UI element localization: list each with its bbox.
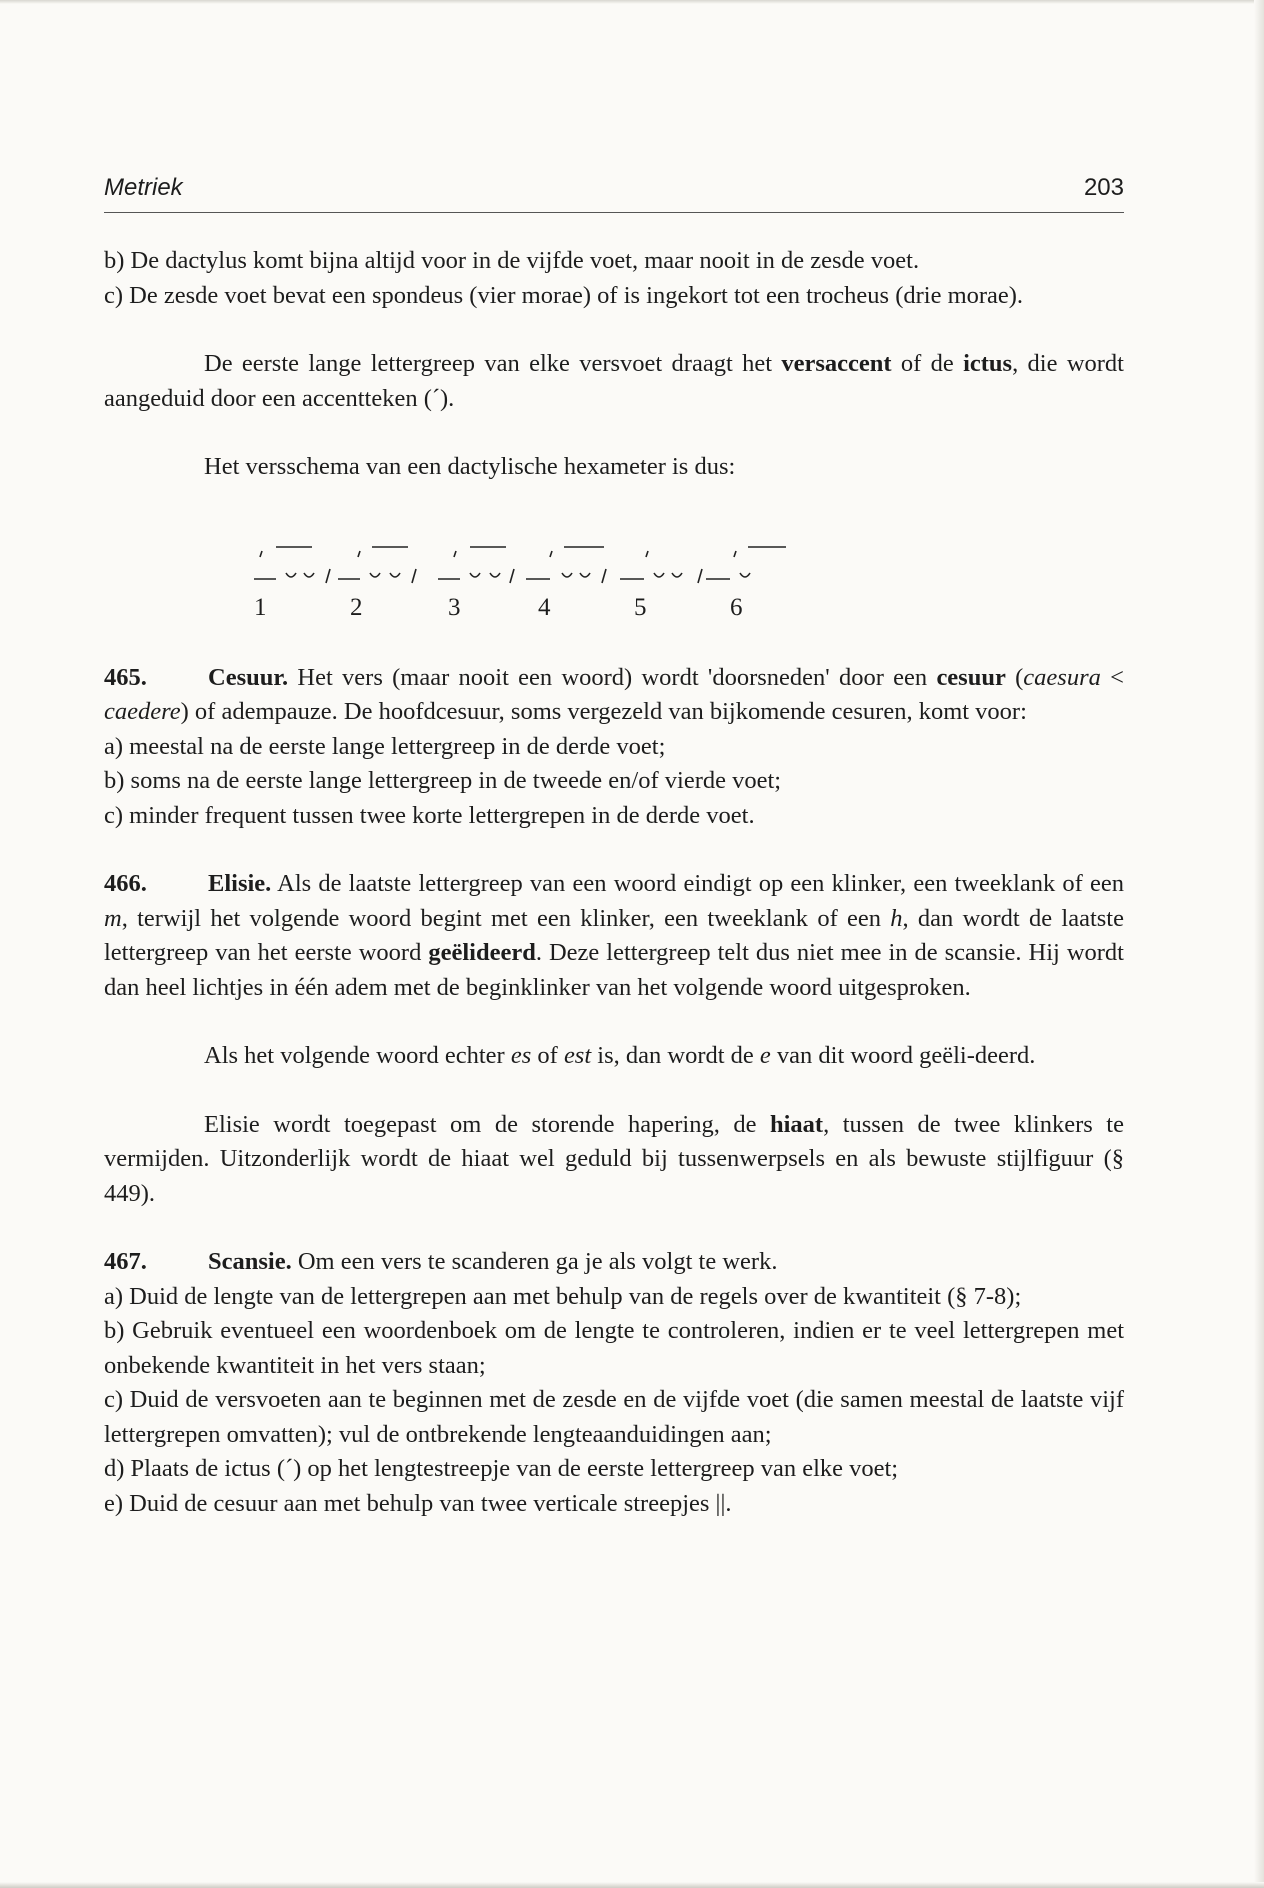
foot-number: 5 [634,593,647,621]
term-hiaat: hiaat [769,1110,824,1138]
term-ictus: ictus [963,350,1013,377]
page-edge-bottom [0,1882,1264,1888]
page-edge-right [1254,0,1264,1888]
foot-divider [326,569,330,583]
term-cesuur: cesuur [936,663,1006,691]
section-465: 465. Cesuur. Het vers (maar nooit een woord) wordt 'doorsneden' door een cesuur (caesura < caedere) of adempauze. De hoofdcesuur, soms vergezeld van bijkomende cesuren, komt voor: [104,661,1124,730]
list-item: b) soms na de eerste lange lettergreep in de tweede en/of vierde voet; [104,767,782,794]
term-versaccent: versaccent [781,350,892,377]
short-syllable [390,573,400,577]
short-syllable [470,573,480,577]
short-syllable [672,573,682,577]
list-item: d) Plaats de ictus (´) op het lengtestreepje van de eerste lettergreep van elke voet; [104,1455,899,1482]
item-c-zesde-voet: c) De zesde voet bevat een spondeus (vier morae) of is ingekort tot een trocheus (drie morae). [104,281,1024,309]
foot-number: 1 [254,593,267,621]
foot-divider [412,569,416,583]
short-syllable [562,573,572,577]
item-b-dactylus: b) De dactylus komt bijna altijd voor in de vijfde voet, maar nooit in de zesde voet. [104,247,920,274]
section-number: 467. [104,1248,147,1275]
header-title: Metriek [104,174,183,201]
section-title: Scansie. [208,1248,292,1275]
page-edge-top [0,0,1264,4]
page-number: 203 [1083,174,1124,201]
page-body [104,244,1124,1521]
short-syllable [286,573,296,577]
ictus-mark [358,551,360,557]
list-item: e) Duid de cesuur aan met behulp van twee verticale streepjes ||. [104,1489,732,1517]
list-item: c) Duid de versvoeten aan te beginnen met de zesde en de vijfde voet (die samen meestal de laatste vijf lettergrepen omvatten); vul de ontbrekende lengteaanduidingen aan; [104,1386,1124,1448]
foot-number: 2 [350,593,363,621]
short-syllable [580,573,590,577]
foot-divider [602,569,606,583]
ictus-mark [260,551,262,557]
short-syllable [490,573,500,577]
ictus-mark [646,551,648,557]
paragraph-es-est: Als het volgende woord echter es of est is, dan wordt de e van dit woord geëli-deerd. [204,1042,1036,1069]
paragraph-versschema: Het versschema van een dactylische hexameter is dus: [204,453,736,480]
foot-number: 6 [730,593,743,621]
short-syllable [370,573,380,577]
running-header [104,174,1124,214]
foot-number: 3 [448,593,461,621]
list-item: a) meestal na de eerste lange lettergreep in de derde voet; [104,732,666,760]
ictus-mark [734,551,736,557]
list-item: b) Gebruik eventueel een woordenboek om de lengte te controleren, indien er te veel lettergrepen met onbekende kwantiteit in het vers staan; [104,1317,1124,1379]
short-syllable [304,573,314,577]
term-geelideerd: geëlideerd [428,939,536,966]
ictus-mark [454,551,456,557]
section-title: Cesuur. [208,663,289,691]
section-number: 465. [104,663,147,691]
short-syllable [654,573,664,577]
section-title: Elisie. [208,870,272,897]
short-syllable [740,573,750,577]
foot-divider [698,569,702,583]
section-467: 467. Scansie. Om een vers te scanderen ga je als volgt te werk. [104,1245,1124,1280]
paragraph-hiaat: Elisie wordt toegepast om de storende hapering, de hiaat, tussen de twee klinkers te vermijden. Uitzonderlijk wordt de hiaat wel geduld bij tussenwerpsels en als bewuste stijlfiguur (§ 449). [104,1110,1124,1207]
paragraph-versaccent: De eerste lange lettergreep van elke versvoet draagt het versaccent of de ictus, die wordt aangeduid door een accentteken (´). [104,350,1124,412]
foot-divider [510,569,514,583]
hexameter-scheme [104,509,1124,627]
list-item: c) minder frequent tussen twee korte lettergrepen in de derde voet. [104,801,755,829]
section-466: 466. Elisie. Als de laatste lettergreep van een woord eindigt op een klinker, een tweeklank of een m, terwijl het volgende woord begint met een klinker, een tweeklank of een h, dan wordt de laatste lettergreep van het eerste woord geëlideerd. Deze lettergreep telt dus niet mee in de scansie. Hij wordt dan heel lichtjes in één adem met de beginklinker van het volgende woord uitgesproken. [104,867,1124,1005]
ictus-mark [550,551,552,557]
section-number: 466. [104,870,147,897]
header-rule [104,212,1124,213]
foot-number: 4 [538,593,551,621]
list-item: a) Duid de lengte van de lettergrepen aan met behulp van de regels over de kwantiteit (§ 7-8); [104,1282,1022,1310]
